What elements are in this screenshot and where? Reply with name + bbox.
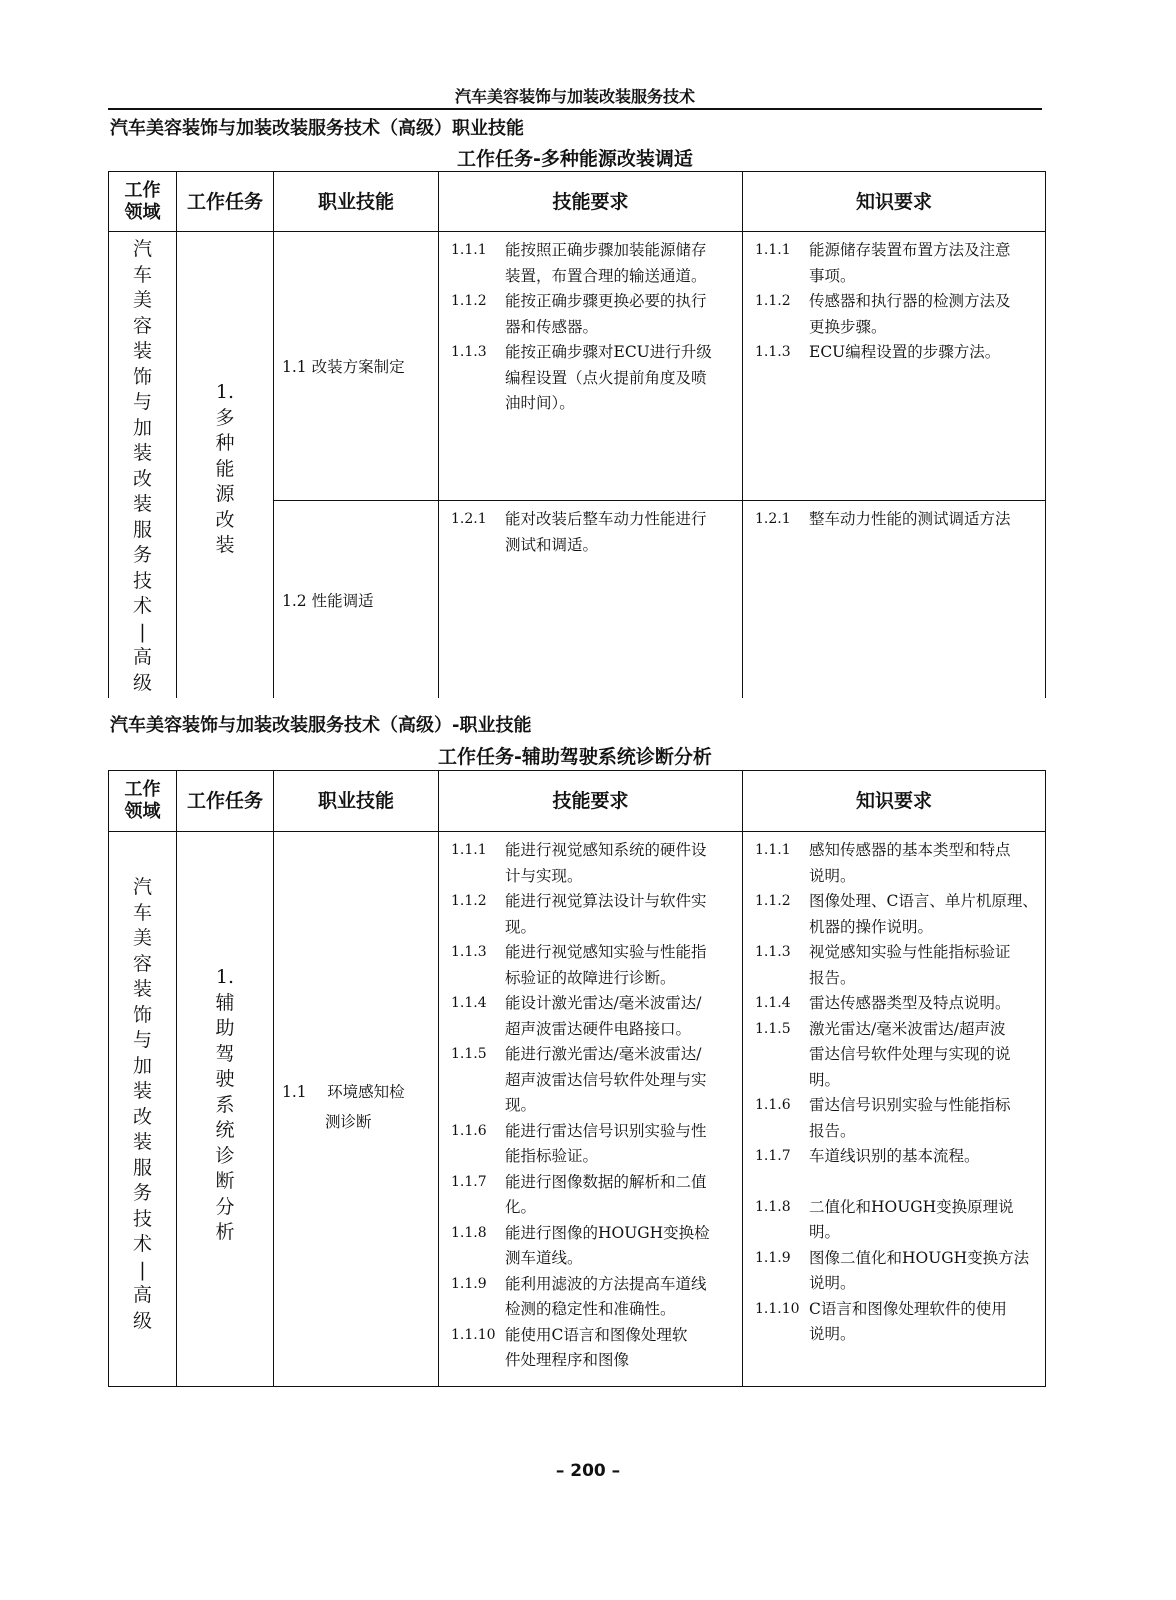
- knowledge-req-cell-1-2: [743, 501, 1046, 698]
- item-number: 1.1.3: [451, 944, 487, 960]
- field-char: 高: [132, 646, 152, 668]
- field-char: 饰: [132, 365, 152, 388]
- item-number: 1.1.2: [755, 893, 791, 909]
- item-text: [505, 507, 736, 558]
- page-number: – 200 –: [555, 1461, 621, 1481]
- task-char: 1.: [215, 966, 235, 988]
- item-line: 现。: [505, 1096, 537, 1114]
- item-number: 1.1.10: [451, 1326, 496, 1343]
- item-line: ECU编程设置的步骤方法。: [809, 343, 1001, 361]
- item-line: 检测的稳定性和准确性。: [505, 1300, 676, 1318]
- task-char: 辅: [215, 991, 235, 1014]
- item-line: 能进行图像数据的解析和二值: [505, 1172, 707, 1191]
- task-char: 种: [215, 432, 235, 454]
- field-cell: [108, 232, 177, 698]
- field-char: 技: [132, 1207, 152, 1230]
- requirement-item: [451, 1119, 736, 1170]
- requirement-item: [755, 991, 1039, 1017]
- item-line: 说明。: [809, 1274, 856, 1292]
- field-char: 饰: [132, 1003, 152, 1026]
- item-text: [809, 838, 1039, 889]
- requirement-item: [451, 940, 736, 991]
- skill-line: 测诊断: [325, 1113, 372, 1131]
- item-line: 能按正确步骤对ECU进行升级: [505, 343, 712, 361]
- field-cell: [108, 832, 177, 1387]
- item-number: 1.1.10: [755, 1300, 800, 1317]
- item-text: [505, 940, 736, 991]
- item-line: 计与实现。: [505, 866, 583, 885]
- requirement-item: [451, 289, 736, 340]
- field-char: 汽: [132, 876, 152, 898]
- item-text: [809, 1093, 1039, 1144]
- item-line: 能按照正确步骤加装能源储存: [505, 241, 707, 259]
- item-line: 能设计激光雷达/毫米波雷达/: [505, 994, 702, 1012]
- item-line: 机器的操作说明。: [809, 917, 934, 936]
- requirement-item: [451, 1170, 736, 1221]
- item-line: 报告。: [809, 968, 856, 987]
- item-line: 标验证的故障进行诊断。: [505, 968, 676, 987]
- field-char: 改: [132, 467, 152, 490]
- item-text: [505, 1042, 736, 1119]
- item-line: 能利用滤波的方法提高车道线: [505, 1274, 707, 1293]
- item-number: 1.1.1: [755, 242, 791, 258]
- item-number: 1.1.1: [451, 242, 487, 258]
- item-line: 整车动力性能的测试调适方法: [809, 510, 1011, 528]
- requirement-item: [755, 889, 1039, 940]
- item-line: 器和传感器。: [505, 317, 599, 336]
- task-char: 1.: [215, 381, 235, 403]
- item-text: [505, 1221, 736, 1272]
- item-line: 明。: [809, 1070, 841, 1089]
- section2-subtitle: 工作任务-辅助驾驶系统诊断分析: [438, 746, 712, 768]
- item-line: 雷达传感器类型及特点说明。: [809, 994, 1011, 1012]
- task-char: 助: [215, 1017, 235, 1039]
- item-line: 能源储存装置布置方法及注意: [809, 241, 1011, 259]
- requirement-item: [755, 289, 1039, 340]
- field-char: 车: [132, 263, 152, 286]
- item-text: [809, 1297, 1039, 1348]
- item-line: 能进行视觉算法设计与软件实: [505, 892, 707, 910]
- task-char: 装: [215, 534, 235, 556]
- requirement-item: [451, 507, 736, 558]
- requirement-item: [755, 340, 1039, 366]
- item-line: 雷达信号识别实验与性能指标: [809, 1096, 1011, 1114]
- field-char: 服: [132, 518, 152, 541]
- section1-title: 汽车美容装饰与加装改装服务技术（高级）职业技能: [110, 118, 524, 139]
- item-text: [505, 991, 736, 1042]
- requirement-item: [451, 340, 736, 417]
- task-char: 驶: [215, 1068, 235, 1090]
- col-header-knowledge-req: 知识要求: [743, 171, 1046, 232]
- item-line: 更换步骤。: [809, 317, 887, 336]
- field-char: 容: [132, 314, 152, 337]
- item-text: [809, 238, 1039, 289]
- requirement-item: [755, 1017, 1039, 1094]
- requirement-item: [755, 1297, 1039, 1348]
- col-header-field: 工作 领域: [108, 770, 177, 832]
- col-header-task: 工作任务: [177, 171, 274, 232]
- item-line: 件处理程序和图像: [505, 1351, 630, 1369]
- section1-subtitle: 工作任务-多种能源改装调适: [457, 148, 693, 170]
- col-header-skill-req: 技能要求: [439, 770, 743, 832]
- requirement-item: [451, 1272, 736, 1323]
- task-char: 能: [215, 457, 235, 480]
- skill-cell-1-2: 1.2 性能调适: [274, 501, 439, 698]
- field-char: 容: [132, 952, 152, 975]
- item-line: 视觉感知实验与性能指标验证: [809, 943, 1011, 961]
- skill-cell-1-1: [274, 832, 439, 1387]
- field-char: 服: [132, 1156, 152, 1179]
- item-text: [809, 1017, 1039, 1094]
- item-line: 能进行视觉感知系统的硬件设: [505, 841, 707, 859]
- requirement-item: [755, 1144, 1039, 1170]
- item-text: [505, 838, 736, 889]
- field-char: 装: [132, 493, 152, 515]
- field-char: 务: [132, 544, 152, 566]
- col-header-task: 工作任务: [177, 770, 274, 832]
- item-line: 二值化和HOUGH变换原理说: [809, 1197, 1014, 1216]
- field-char: 与: [132, 391, 152, 413]
- col-header-skill: 职业技能: [274, 171, 439, 232]
- field-char: 装: [132, 1131, 152, 1153]
- item-number: 1.1.3: [755, 344, 791, 360]
- field-char: |: [139, 1258, 146, 1281]
- requirement-item: [451, 238, 736, 289]
- item-text: [809, 340, 1039, 366]
- item-number: 1.1.7: [451, 1173, 487, 1190]
- item-line: 车道线识别的基本流程。: [809, 1147, 980, 1165]
- requirement-item: [451, 1042, 736, 1119]
- item-number: 1.1.9: [451, 1275, 487, 1292]
- item-text: [505, 1323, 736, 1374]
- item-line: 传感器和执行器的检测方法及: [809, 292, 1011, 310]
- item-line: 能进行视觉感知实验与性能指: [505, 943, 707, 961]
- item-line: 现。: [505, 917, 537, 936]
- item-text: [809, 991, 1039, 1017]
- field-char: 装: [132, 442, 152, 464]
- task-char: 统: [215, 1119, 235, 1141]
- item-text: [809, 1246, 1039, 1297]
- item-line: 测车道线。: [505, 1249, 583, 1267]
- item-line: 超声波雷达硬件电路接口。: [505, 1019, 692, 1038]
- field-char: 装: [132, 340, 152, 362]
- item-line: 事项。: [809, 266, 856, 285]
- task-char: 源: [215, 483, 235, 505]
- task-char: 析: [215, 1221, 235, 1243]
- skill-req-cell: [439, 832, 743, 1387]
- requirement-item: [755, 838, 1039, 889]
- item-line: 说明。: [809, 866, 856, 885]
- col-header-skill-req: 技能要求: [439, 171, 743, 232]
- task-char: 多: [215, 406, 235, 429]
- item-line: 说明。: [809, 1325, 856, 1343]
- field-char: 术: [132, 595, 152, 617]
- requirement-item: [451, 838, 736, 889]
- skill-cell-1-1: 1.1 改装方案制定: [274, 232, 439, 501]
- knowledge-req-cell: [743, 832, 1046, 1387]
- field-char: 汽: [132, 238, 152, 260]
- col-header-skill: 职业技能: [274, 770, 439, 832]
- item-number: 1.1.3: [451, 344, 487, 360]
- field-char: 务: [132, 1182, 152, 1204]
- item-text: [505, 1170, 736, 1221]
- requirement-item: [755, 1195, 1039, 1246]
- col-header-field: 工作 领域: [108, 171, 177, 232]
- item-number: 1.1.6: [451, 1122, 487, 1139]
- item-number: 1.1.8: [755, 1198, 791, 1215]
- item-line: 能进行图像的HOUGH变换检: [505, 1223, 710, 1242]
- running-header: 汽车美容装饰与加装改装服务技术: [454, 87, 695, 106]
- item-number: 1.1.2: [755, 293, 791, 309]
- item-text: [505, 289, 736, 340]
- field-char: 级: [132, 1309, 152, 1332]
- requirement-item: [755, 1093, 1039, 1144]
- item-text: [505, 1272, 736, 1323]
- item-line: C语言和图像处理软件的使用: [809, 1299, 1007, 1318]
- field-char: 改: [132, 1105, 152, 1128]
- field-char: 美: [132, 927, 152, 949]
- item-text: [809, 940, 1039, 991]
- task-char: 诊: [215, 1144, 235, 1167]
- item-number: 1.1.1: [755, 842, 791, 858]
- item-number: 1.1.8: [451, 1224, 487, 1241]
- field-char: 级: [132, 671, 152, 694]
- requirement-item: [451, 1221, 736, 1272]
- item-number: 1.1.9: [755, 1249, 791, 1266]
- item-number: 1.1.7: [755, 1148, 791, 1164]
- item-line: 图像二值化和HOUGH变换方法: [809, 1248, 1030, 1267]
- item-line: 超声波雷达信号软件处理与实: [505, 1070, 707, 1089]
- item-line: 激光雷达/毫米波雷达/超声波: [809, 1019, 1006, 1038]
- item-text: [809, 507, 1039, 533]
- item-text: [505, 889, 736, 940]
- item-line: 明。: [809, 1223, 841, 1241]
- item-line: 测试和调适。: [505, 535, 599, 554]
- item-number: 1.2.1: [451, 511, 487, 527]
- item-number: 1.1.2: [451, 293, 487, 309]
- item-text: [505, 340, 736, 417]
- skill-req-cell-1-1: [439, 232, 743, 501]
- item-number: 1.1.1: [451, 842, 487, 858]
- task-char: 分: [215, 1195, 235, 1218]
- item-line: 报告。: [809, 1121, 856, 1140]
- col-header-knowledge-req: 知识要求: [743, 770, 1046, 832]
- field-char: 技: [132, 569, 152, 592]
- item-line: 图像处理、C语言、单片机原理、: [809, 892, 1038, 910]
- item-line: 感知传感器的基本类型和特点: [809, 841, 1011, 859]
- item-number: 1.1.2: [451, 893, 487, 909]
- item-number: 1.2.1: [755, 511, 791, 527]
- task-char: 改: [215, 508, 235, 531]
- field-char: 与: [132, 1029, 152, 1051]
- task-char: 系: [215, 1093, 235, 1116]
- item-line: 能使用C语言和图像处理软: [505, 1325, 688, 1344]
- item-text: [505, 238, 736, 289]
- field-char: 美: [132, 289, 152, 311]
- requirement-item: [451, 889, 736, 940]
- task-char: 驾: [215, 1042, 235, 1065]
- item-text: [809, 889, 1039, 940]
- item-line: 编程设置（点火提前角度及喷: [505, 368, 707, 387]
- item-line: 雷达信号软件处理与实现的说: [809, 1045, 1011, 1063]
- field-char: |: [139, 620, 146, 643]
- item-line: 化。: [505, 1198, 537, 1216]
- skill-req-cell-1-2: [439, 501, 743, 698]
- section2-title: 汽车美容装饰与加装改装服务技术（高级）-职业技能: [110, 715, 532, 736]
- item-line: 装置，布置合理的输送通道。: [505, 266, 707, 285]
- task-cell: [177, 832, 274, 1387]
- item-text: [809, 1195, 1039, 1246]
- item-number: 1.1.4: [451, 995, 487, 1011]
- item-number: 1.1.5: [755, 1020, 791, 1037]
- skill-line: 1.1 环境感知检: [282, 1083, 405, 1101]
- requirement-item: [755, 507, 1039, 533]
- item-line: 能进行雷达信号识别实验与性: [505, 1121, 707, 1140]
- requirement-item: [451, 991, 736, 1042]
- requirement-item: [755, 238, 1039, 289]
- field-char: 加: [132, 1054, 152, 1077]
- requirement-item: [755, 940, 1039, 991]
- task-char: 断: [215, 1170, 235, 1192]
- item-line: 油时间）。: [505, 394, 575, 412]
- item-number: 1.1.4: [755, 995, 791, 1011]
- knowledge-req-cell-1-1: [743, 232, 1046, 501]
- requirement-item: [451, 1323, 736, 1374]
- item-line: 能指标验证。: [505, 1147, 599, 1165]
- item-line: 能按正确步骤更换必要的执行: [505, 292, 707, 310]
- item-line: 能对改装后整车动力性能进行: [505, 510, 707, 528]
- item-text: [809, 1144, 1039, 1170]
- field-char: 加: [132, 416, 152, 439]
- requirement-item: [755, 1246, 1039, 1297]
- item-number: 1.1.5: [451, 1046, 487, 1062]
- task-cell: [177, 232, 274, 698]
- item-line: 能进行激光雷达/毫米波雷达/: [505, 1045, 702, 1063]
- item-number: 1.1.6: [755, 1097, 791, 1113]
- field-char: 车: [132, 901, 152, 924]
- field-char: 装: [132, 1080, 152, 1102]
- item-text: [809, 289, 1039, 340]
- field-char: 装: [132, 978, 152, 1000]
- field-char: 术: [132, 1233, 152, 1255]
- item-number: 1.1.3: [755, 944, 791, 960]
- field-char: 高: [132, 1284, 152, 1306]
- item-text: [505, 1119, 736, 1170]
- header-rule: [108, 108, 1042, 110]
